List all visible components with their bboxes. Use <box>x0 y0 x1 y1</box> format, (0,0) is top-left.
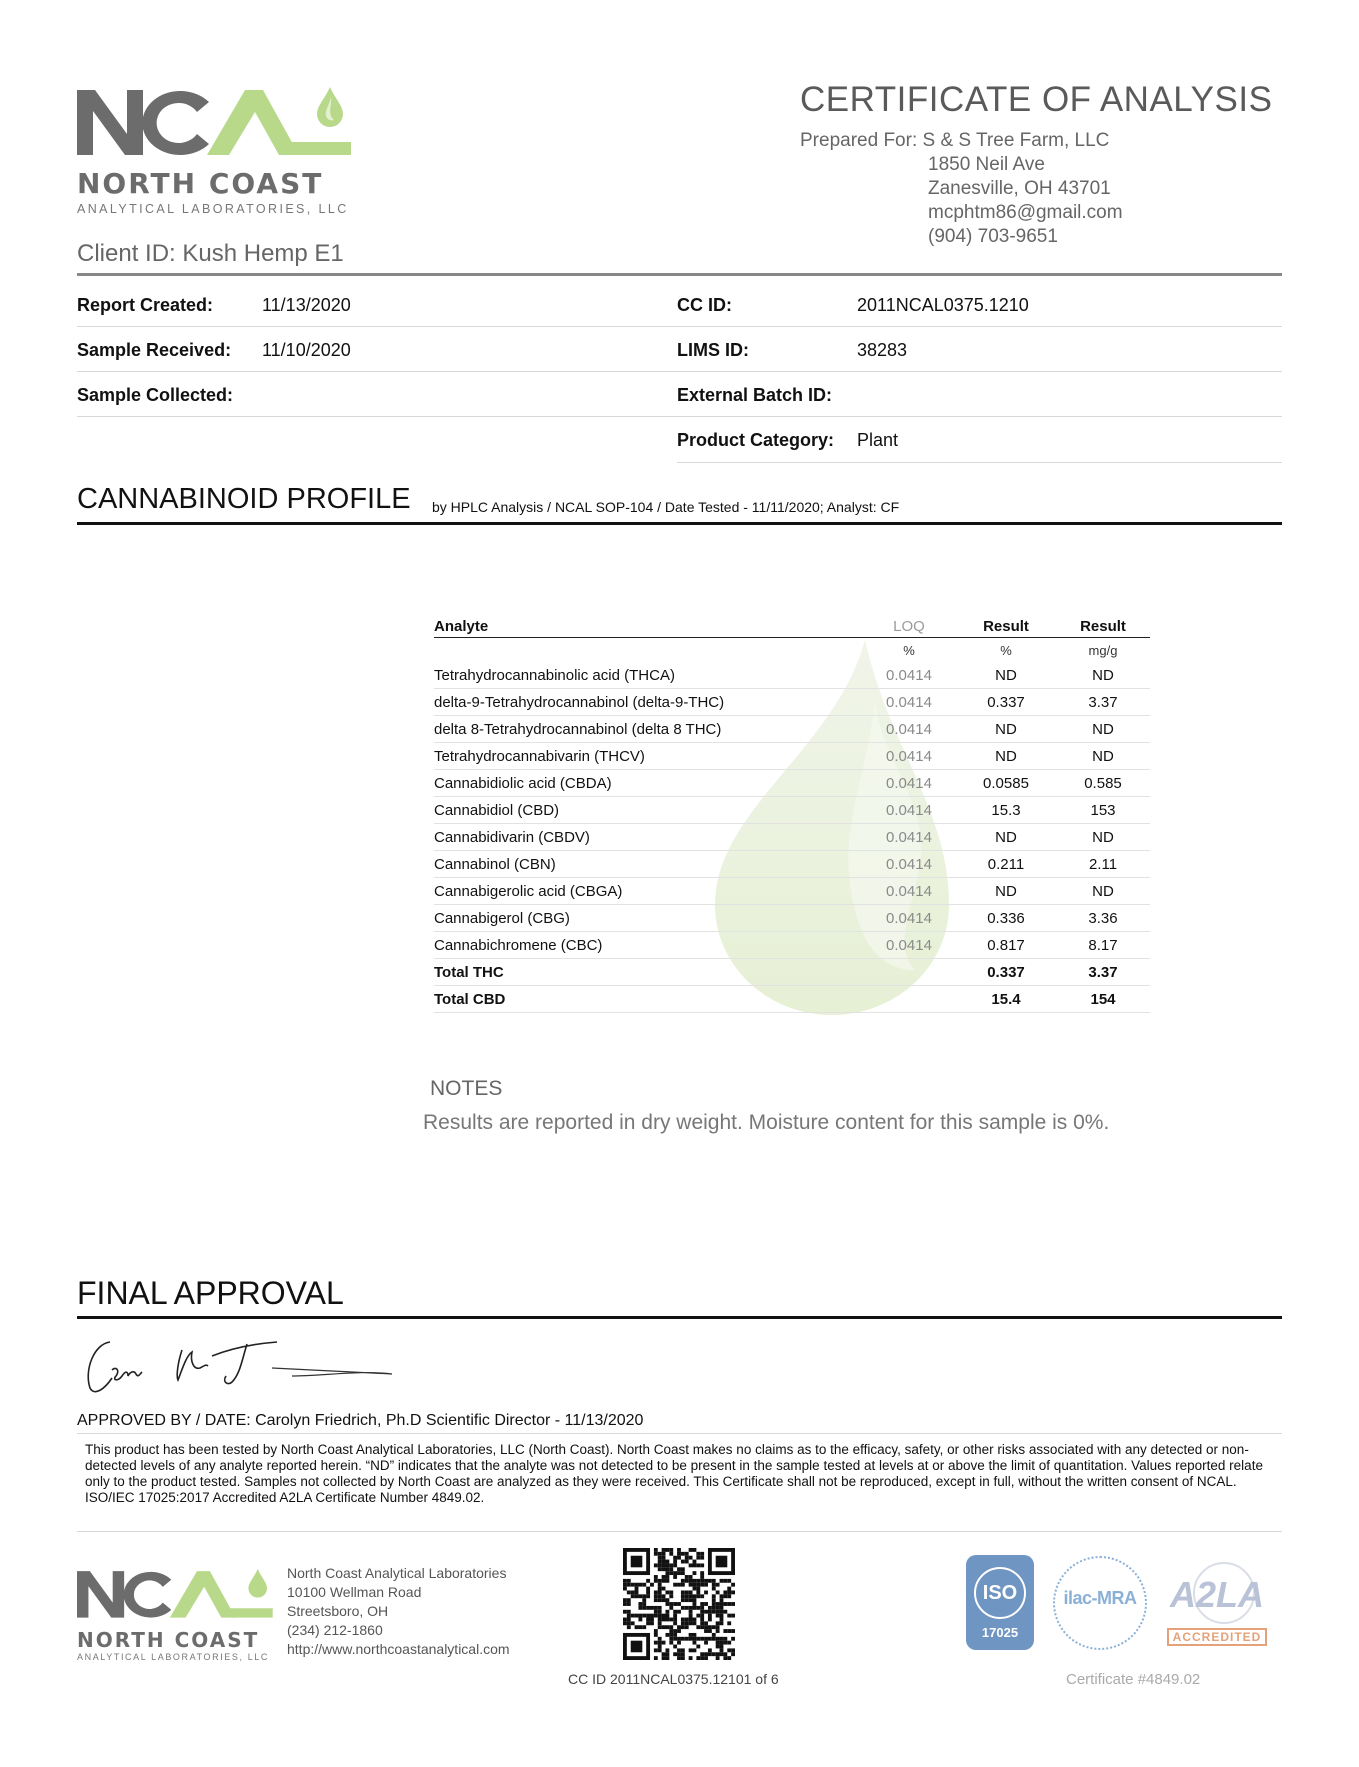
lab-website-link[interactable]: http://www.northcoastanalytical.com <box>287 1641 510 1657</box>
analyte-result-mg: 2.11 <box>1056 851 1150 878</box>
director-signature <box>82 1330 402 1400</box>
table-row <box>434 689 1150 716</box>
analyte-result-pct: ND <box>956 878 1056 905</box>
analyte-name: delta 8-Tetrahydrocannabinol (delta 8 THC) <box>434 716 862 743</box>
lims-id-value: 38283 <box>857 340 908 360</box>
header-result-pct: Result <box>956 615 1056 638</box>
analyte-result-pct: ND <box>956 662 1056 689</box>
external-batch-label: External Batch ID: <box>677 385 833 405</box>
cannabinoid-table <box>434 615 1150 1013</box>
ncal-logo <box>77 82 357 216</box>
total-result-pct: 0.337 <box>956 959 1056 986</box>
footer-divider <box>77 1531 1282 1532</box>
analyte-name: Cannabigerolic acid (CBGA) <box>434 878 862 905</box>
footer-logo-subline: ANALYTICAL LABORATORIES, LLC <box>77 1652 270 1662</box>
analyte-loq: 0.0414 <box>862 743 956 770</box>
section-divider <box>77 522 1282 525</box>
header-analyte: Analyte <box>434 615 862 638</box>
total-result-mg: 3.37 <box>1056 959 1150 986</box>
analyte-loq: 0.0414 <box>862 662 956 689</box>
prepared-for-label: Prepared For: <box>800 130 918 151</box>
row-divider <box>677 462 1282 463</box>
analyte-loq: 0.0414 <box>862 905 956 932</box>
lab-phone: (234) 212-1860 <box>287 1622 383 1638</box>
lab-name: North Coast Analytical Laboratories <box>287 1565 507 1581</box>
analyte-name: Tetrahydrocannabivarin (THCV) <box>434 743 862 770</box>
analyte-result-pct: 0.0585 <box>956 770 1056 797</box>
approval-divider <box>77 1316 1282 1319</box>
cannabinoid-profile-title: CANNABINOID PROFILE <box>77 483 411 515</box>
lab-city: Streetsboro, OH <box>287 1603 389 1619</box>
analyte-result-pct: ND <box>956 824 1056 851</box>
lab-address <box>287 1564 510 1659</box>
analyte-result-mg: 3.37 <box>1056 689 1150 716</box>
analyte-result-pct: 15.3 <box>956 797 1056 824</box>
analyte-result-mg: ND <box>1056 878 1150 905</box>
analyte-result-mg: ND <box>1056 743 1150 770</box>
total-result-mg: 154 <box>1056 986 1150 1013</box>
sample-received-value: 11/10/2020 <box>262 340 351 360</box>
qr-code-icon <box>623 1548 735 1660</box>
table-row <box>434 743 1150 770</box>
ilac-mra-logo-icon <box>1053 1556 1147 1650</box>
sample-collected-label: Sample Collected: <box>77 385 234 405</box>
sample-received-label: Sample Received: <box>77 340 232 360</box>
total-name: Total THC <box>434 959 862 986</box>
ilac-text: ilac-MRA <box>1063 1588 1137 1608</box>
table-row <box>434 716 1150 743</box>
analyte-loq: 0.0414 <box>862 932 956 959</box>
ncal-logo-mark <box>77 82 357 162</box>
approved-by: APPROVED BY / DATE: Carolyn Friedrich, Ph.D Scientific Director - 11/13/2020 <box>77 1412 644 1429</box>
analyte-loq: 0.0414 <box>862 878 956 905</box>
a2la-text: A2LA <box>1169 1574 1264 1615</box>
report-created-label: Report Created: <box>77 295 214 315</box>
total-row <box>434 959 1150 986</box>
header-result-mg: Result <box>1056 615 1150 638</box>
analyte-loq: 0.0414 <box>862 797 956 824</box>
lab-street: 10100 Wellman Road <box>287 1584 422 1600</box>
analyte-rows <box>434 662 1150 1013</box>
certificate-title: CERTIFICATE OF ANALYSIS <box>800 80 1273 119</box>
analyte-result-pct: ND <box>956 716 1056 743</box>
analyte-loq: 0.0414 <box>862 824 956 851</box>
analyte-name: Cannabidiol (CBD) <box>434 797 862 824</box>
analyte-result-mg: 8.17 <box>1056 932 1150 959</box>
product-category-value: Plant <box>857 430 899 450</box>
table-row <box>434 662 1150 689</box>
analyte-name: Cannabinol (CBN) <box>434 851 862 878</box>
table-row <box>434 878 1150 905</box>
footer-logo-wordmark: NORTH COAST <box>77 1628 260 1652</box>
report-created-value: 11/13/2020 <box>262 295 351 315</box>
row-divider <box>77 371 1282 372</box>
final-approval-title: FINAL APPROVAL <box>77 1275 344 1311</box>
header-divider <box>77 273 1282 276</box>
a2la-accredited-badge: ACCREDITED <box>1167 1628 1267 1646</box>
analyte-name: Cannabichromene (CBC) <box>434 932 862 959</box>
footer-ncal-logo-mark <box>77 1565 277 1623</box>
analyte-loq: 0.0414 <box>862 716 956 743</box>
table-row <box>434 905 1150 932</box>
unit-pct: % <box>1000 642 1012 658</box>
table-header-row <box>434 615 1150 638</box>
disclaimer-text: This product has been tested by North Coast Analytical Laboratories, LLC (North Coast). North Coast makes no claims as to the efficacy, safety, or other risks associated with any detected or non-detected levels of any analyte reported herein. “ND” indicates that the analyte was not detected to be present in the sample tested at levels at or above the limit of quantitation. Values reported relate only to the product tested. Samples not collected by North Coast are analyzed as they were received. This Certificate shall not be reproduced, except in full, without the written consent of NCAL. ISO/IEC 17025:2017 Accredited A2LA Certificate Number 4849.02. <box>85 1442 1263 1505</box>
analyte-loq: 0.0414 <box>862 770 956 797</box>
table-row <box>434 797 1150 824</box>
analyte-name: Tetrahydrocannabinolic acid (THCA) <box>434 662 862 689</box>
logo-wordmark: NORTH COAST <box>77 167 324 200</box>
approval-thin-divider <box>77 1433 1282 1434</box>
analyte-name: Cannabidivarin (CBDV) <box>434 824 862 851</box>
analyte-result-mg: ND <box>1056 824 1150 851</box>
analyte-result-mg: 153 <box>1056 797 1150 824</box>
unit-mg: mg/g <box>1088 642 1118 658</box>
product-category-label: Product Category: <box>677 430 835 450</box>
analyte-result-mg: ND <box>1056 716 1150 743</box>
notes-heading: NOTES <box>430 1077 503 1100</box>
certificate-number: Certificate #4849.02 <box>1066 1671 1201 1688</box>
analyte-result-pct: 0.817 <box>956 932 1056 959</box>
analyte-name: delta-9-Tetrahydrocannabinol (delta-9-THC) <box>434 689 862 716</box>
analyte-result-pct: ND <box>956 743 1056 770</box>
lims-id-label: LIMS ID: <box>677 340 749 360</box>
logo-subline: ANALYTICAL LABORATORIES, LLC <box>77 202 349 216</box>
analyte-name: Cannabidiolic acid (CBDA) <box>434 770 862 797</box>
client-name: S & S Tree Farm, LLC <box>922 130 1110 151</box>
cc-id-page: CC ID 2011NCAL0375.12101 of 6 <box>568 1671 779 1687</box>
footer-ncal-logo <box>77 1565 277 1660</box>
client-phone: (904) 703-9651 <box>928 226 1058 247</box>
address-line: Zanesville, OH 43701 <box>928 178 1111 199</box>
total-name: Total CBD <box>434 986 862 1013</box>
analyte-result-pct: 0.337 <box>956 689 1056 716</box>
analyte-name: Cannabigerol (CBG) <box>434 905 862 932</box>
total-row <box>434 986 1150 1013</box>
analyte-result-pct: 0.211 <box>956 851 1056 878</box>
header-loq: LOQ <box>862 615 956 638</box>
analyte-loq: 0.0414 <box>862 689 956 716</box>
address-line: 1850 Neil Ave <box>928 154 1045 175</box>
client-id: Client ID: Kush Hemp E1 <box>77 240 344 267</box>
iso-17025-badge-icon <box>966 1555 1034 1650</box>
prepared-for <box>800 129 1123 247</box>
cc-id-label: CC ID: <box>677 295 732 315</box>
a2la-accredited-logo-icon <box>1163 1562 1271 1648</box>
cc-id-value: 2011NCAL0375.1210 <box>857 295 1029 315</box>
total-result-pct: 15.4 <box>956 986 1056 1013</box>
unit-loq: % <box>903 642 915 658</box>
table-row <box>434 932 1150 959</box>
analyte-loq: 0.0414 <box>862 851 956 878</box>
row-divider <box>77 416 1282 417</box>
table-row <box>434 770 1150 797</box>
cannabinoid-profile-method: by HPLC Analysis / NCAL SOP-104 / Date Tested - 11/11/2020; Analyst: CF <box>432 499 900 515</box>
iso-number: 17025 <box>981 1625 1019 1640</box>
analyte-result-pct: 0.336 <box>956 905 1056 932</box>
table-row <box>434 851 1150 878</box>
client-email: mcphtm86@gmail.com <box>928 202 1123 223</box>
iso-circle: ISO <box>974 1567 1026 1619</box>
notes-text: Results are reported in dry weight. Moisture content for this sample is 0%. <box>423 1111 1110 1134</box>
table-row <box>434 824 1150 851</box>
table-units-row <box>434 638 1150 663</box>
row-divider <box>77 326 1282 327</box>
analyte-result-mg: 3.36 <box>1056 905 1150 932</box>
analyte-result-mg: ND <box>1056 662 1150 689</box>
analyte-result-mg: 0.585 <box>1056 770 1150 797</box>
